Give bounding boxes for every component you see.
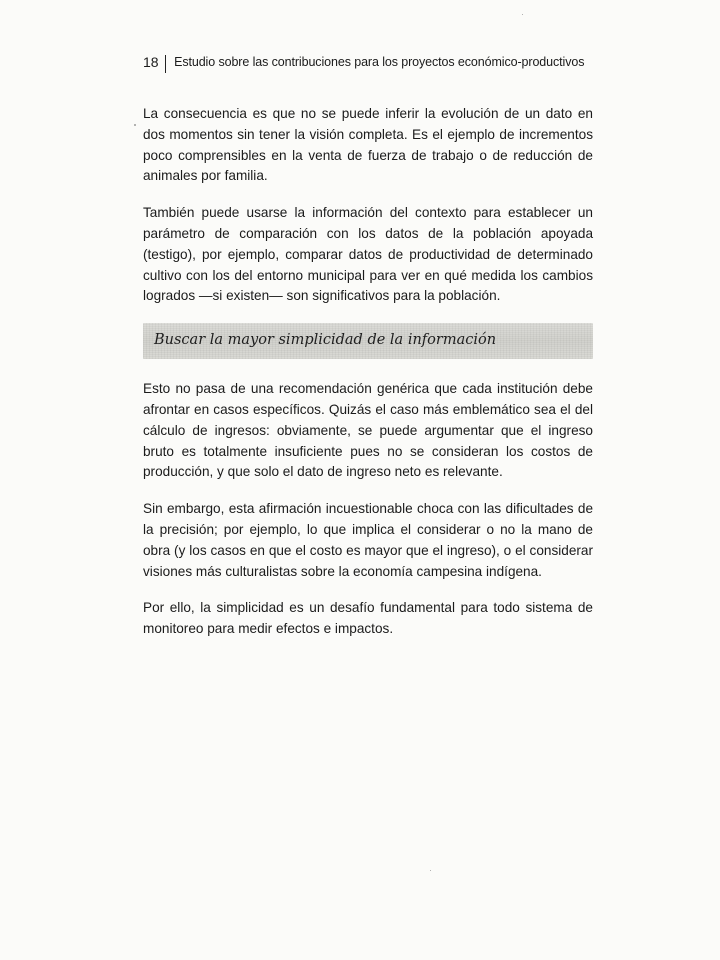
section-paragraph-2: Sin embargo, esta afirmación incuestionable choca con las dificultades de la precisión; por ejemplo, lo que implica el considerar o no la mano de obra (y los casos en que el costo es mayor que el ingreso), o el considerar visiones más culturalistas sobre la economía campesina indígena. — [143, 501, 593, 579]
paragraph-1: La consecuencia es que no se puede inferir la evolución de un dato en dos momentos sin tener la visión completa. Es el ejemplo de incrementos poco comprensibles en la venta de fuerza de trabajo o de reducción de animales por familia. — [143, 106, 593, 184]
running-header-title: Estudio sobre las contribuciones para los proyectos económico-productivos — [174, 55, 585, 69]
header-divider — [165, 55, 167, 73]
section-paragraph-1: Esto no pasa de una recomendación genérica que cada institución debe afrontar en casos específicos. Quizás el caso más emblemático sea el del cálculo de ingresos: obviamente, se puede argumentar que el ingreso bruto es totalmente insuficiente pues no se consideran los costos de producción, y que solo el dato de ingreso neto es relevante. — [143, 381, 593, 480]
section-heading: Buscar la mayor simplicidad de la información — [154, 332, 497, 349]
section-heading-bar — [143, 323, 593, 359]
scan-speck — [430, 870, 431, 871]
scan-speck — [134, 124, 136, 126]
page-number: 18 — [143, 54, 159, 70]
scan-speck — [522, 14, 523, 15]
body-text — [143, 104, 593, 656]
paragraph-2: También puede usarse la información del contexto para establecer un parámetro de comparación con los datos de la población apoyada (testigo), por ejemplo, comparar datos de productividad de determinado cultivo con los del entorno municipal para ver en qué medida los cambios logrados —si existen— son significativos para la población. — [143, 205, 593, 304]
running-header — [143, 53, 584, 71]
section-paragraph-3: Por ello, la simplicidad es un desafío fundamental para todo sistema de monitoreo para medir efectos e impactos. — [143, 600, 593, 637]
